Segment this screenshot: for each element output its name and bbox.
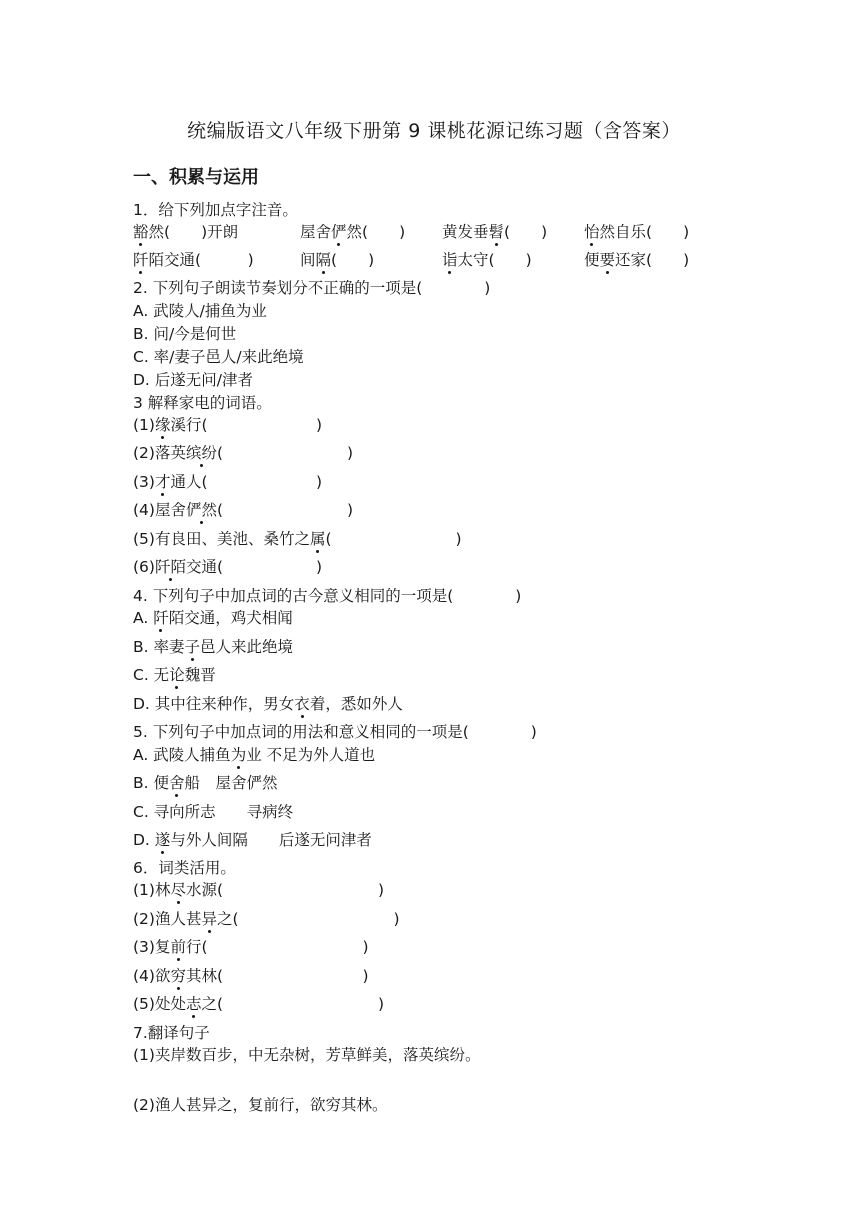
- q1-row2-item: 间隔( ): [300, 251, 375, 269]
- dotted-char: 俨然: [185, 501, 217, 519]
- q1-row2-item: 便要还家( ): [584, 251, 690, 269]
- dotted-char: 髫: [488, 223, 505, 241]
- dotted-char: 异: [201, 910, 217, 928]
- q2-prompt: 2. 下列句子朗读节奏划分不正确的一项是( ): [133, 279, 491, 297]
- q3-item: (6)阡陌交通( ): [133, 558, 323, 576]
- q2-option: D. 后遂无问/津者: [133, 371, 254, 389]
- q4-option: B. 率妻子邑人来此绝境: [133, 638, 294, 656]
- dotted-char: 子: [184, 638, 201, 656]
- q1-row1-item: 豁然( )开朗: [133, 223, 239, 241]
- dotted-char: 阡: [133, 251, 149, 269]
- q1-row2-item: 阡陌交通( ): [133, 251, 254, 269]
- q1-prompt: 1．给下列加点字注音。: [133, 201, 298, 219]
- q3-item: (2)落英缤纷( ): [133, 444, 354, 462]
- q3-item: (1)缘溪行( ): [133, 416, 323, 434]
- dotted-char: 怡: [584, 223, 600, 241]
- q4-prompt: 4. 下列句子中加点词的古今意义相同的一项是( ): [133, 587, 522, 605]
- q6-prompt: 6．词类活用。: [133, 859, 236, 877]
- q7-item: (2)渔人甚异之，复前行，欲穷其林。: [133, 1096, 388, 1114]
- dotted-char: 尽: [170, 881, 186, 899]
- dotted-char: 前: [170, 938, 186, 956]
- q6-item: (5)处处志之( ): [133, 995, 385, 1013]
- dotted-char: 诣: [442, 251, 458, 269]
- q4-option: C. 无论魏晋: [133, 666, 216, 684]
- q5-option: D. 遂与外人间隔 后遂无问津者: [133, 831, 372, 849]
- dotted-char: 缤纷: [185, 444, 217, 462]
- document-title: 统编版语文八年级下册第 9 课桃花源记练习题（含答案）: [187, 120, 681, 142]
- q6-item: (3)复前行( ): [133, 938, 369, 956]
- dotted-char: 属: [309, 530, 326, 548]
- q1-row1-item: 黄发垂髫( ): [442, 223, 548, 241]
- q4-option: A. 阡陌交通，鸡犬相闻: [133, 609, 293, 627]
- dotted-char: 要: [599, 251, 616, 269]
- q2-option: B. 问/今是何世: [133, 325, 237, 343]
- q1-row1-item: 怡然自乐( ): [584, 223, 690, 241]
- q5-prompt: 5. 下列句子中加点词的用法和意义相同的一项是( ): [133, 723, 537, 741]
- q6-item: (1)林尽水源( ): [133, 881, 385, 899]
- dotted-char: 志: [185, 995, 202, 1013]
- q5-option: C. 寻向所志 寻病终: [133, 803, 294, 821]
- q5-option: A. 武陵人捕鱼为业 不足为外人道也: [133, 746, 376, 764]
- q3-item: (4)屋舍俨然( ): [133, 501, 354, 519]
- dotted-char: 舍: [169, 774, 185, 792]
- dotted-char: 才: [154, 473, 171, 491]
- dotted-char: 为: [230, 746, 247, 764]
- section-heading: 一、积累与运用: [133, 167, 259, 188]
- q5-option: B. 便舍船 屋舍俨然: [133, 774, 278, 792]
- q3-item: (3)才通人( ): [133, 473, 323, 491]
- dotted-char: 遂: [154, 831, 171, 849]
- q6-item: (2)渔人甚异之( ): [133, 910, 400, 928]
- q3-prompt: 3 解释家电的词语。: [133, 394, 272, 412]
- dotted-char: 穷: [170, 967, 186, 985]
- dotted-char: 缘: [154, 416, 171, 434]
- q1-row2-item: 诣太守( ): [442, 251, 532, 269]
- q2-option: A. 武陵人/捕鱼为业: [133, 302, 267, 320]
- dotted-char: 俨: [331, 223, 347, 241]
- dotted-char: 论: [169, 666, 185, 684]
- dotted-char: 豁: [133, 223, 149, 241]
- q6-item: (4)欲穷其林( ): [133, 967, 369, 985]
- dotted-char: 阡陌: [154, 558, 186, 576]
- q7-item: (1)夹岸数百步，中无杂树，芳草鲜美，落英缤纷。: [133, 1046, 481, 1064]
- q7-prompt: 7.翻译句子: [133, 1024, 210, 1042]
- dotted-char: 阡: [153, 609, 169, 627]
- q3-item: (5)有良田、美池、桑竹之属( ): [133, 530, 462, 548]
- dotted-char: 衣: [294, 695, 310, 713]
- q4-option: D. 其中往来种作，男女衣着，悉如外人: [133, 695, 403, 713]
- dotted-char: 隔: [315, 251, 332, 269]
- q1-row1-item: 屋舍俨然( ): [300, 223, 406, 241]
- q2-option: C. 率/妻子邑人/来此绝境: [133, 348, 304, 366]
